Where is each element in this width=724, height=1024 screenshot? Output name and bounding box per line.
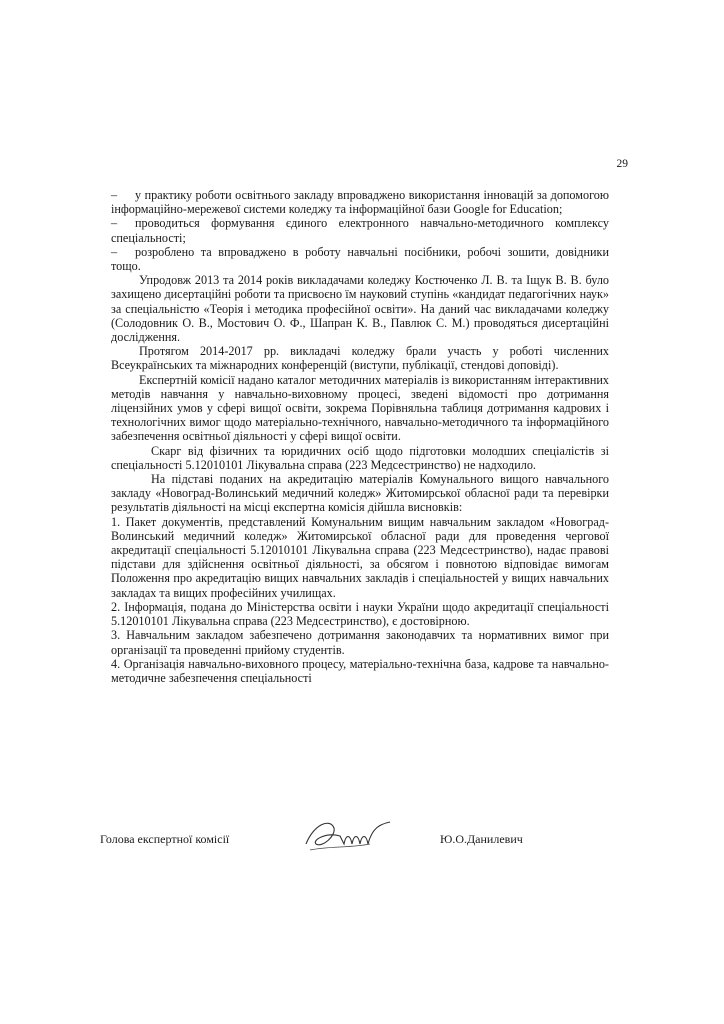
dash-marker: – [111, 216, 118, 231]
bullet-item: – у практику роботи освітнього закладу впроваджено використання інновацій за допомогою інформаційно-мережевої системи коледжу та інформаційної бази Google for Education; [111, 188, 609, 217]
handwritten-signature [300, 814, 396, 858]
paragraph-conclusions-intro: На підставі поданих на акредитацію матеріалів Комунального вищого навчального закладу «Новоград-Волинський медичний коледж» Житомирської обласної ради та перевірки результатів діяльності на місці експертна комісія дійшла висновків: [111, 472, 609, 515]
conclusion-item: 4. Організація навчально-виховного процесу, матеріально-технічна база, кадрове та навчально-методичне забезпечення спеціальності [111, 656, 609, 685]
paragraph-catalog: Експертній комісії надано каталог методичних матеріалів із використанням інтерактивних методів навчання у навчально-виховному процесі, зведені відомості про дотримання ліцензійних умов у сфері вищої освіти, зокрема Порівняльна таблиця дотримання кадрових і технологічних вимог щодо матеріально-технічного, навчально-методичного та інформаційного забезпечення освітньої діяльності у сфері вищої освіти. [111, 372, 609, 444]
paragraph-conferences: Протягом 2014-2017 рр. викладачі коледжу брали участь у роботі численних Всеукраїнських та міжнародних конференцій (виступи, публікації, стендові доповіді). [111, 344, 609, 373]
conclusion-item: 2. Інформація, подана до Міністерства освіти і науки України щодо акредитації спеціальності 5.12010101 Лікувальна справа (223 Медсестринство), є достовірною. [111, 599, 609, 629]
document-body [111, 188, 609, 685]
commission-head-name: Ю.О.Данилевич [440, 832, 523, 846]
document-page [100, 148, 628, 868]
page-number: 29 [616, 158, 628, 170]
conclusion-item: 3. Навчальним закладом забезпечено дотримання законодавчих та нормативних вимог при організації та проведенні прийому студентів. [111, 628, 609, 657]
signature-footer [100, 828, 628, 868]
dash-marker: – [111, 244, 118, 259]
paragraph-complaints: Скарг від фізичних та юридичних осіб щодо підготовки молодших спеціалістів зі спеціальності 5.12010101 Лікувальна справа (223 Медсестринство) не надходило. [111, 443, 609, 472]
commission-head-title: Голова експертної комісії [100, 832, 230, 846]
bullet-item: – проводиться формування єдиного електронного навчально-методичного комплексу спеціальності; [111, 216, 609, 245]
dash-marker: – [111, 188, 118, 202]
paragraph-dissertations: Упродовж 2013 та 2014 років викладачами коледжу Костюченко Л. В. та Іщук В. В. було захищено дисертаційні роботи та присвоєно їм науковий ступінь «кандидат педагогічних наук» за спеціальністю «Теорія і методика професійної освіти». На даний час викладачами коледжу (Солодовник О. В., Мостович О. Ф., Шапран К. В., Павлюк С. М.) проводяться дисертаційні дослідження. [111, 273, 609, 345]
bullet-item: – розроблено та впроваджено в роботу навчальні посібники, робочі зошити, довідники тощо. [111, 244, 609, 274]
conclusion-item: 1. Пакет документів, представлений Комунальним вищим навчальним закладом «Новоград-Волинський медичний коледж» Житомирської обласної ради для проведення чергової акредитації спеціальності 5.12010101 Лікувальна справа (223 Медсестринство), надає правові підстави для здійснення освітньої діяльності, за обсягом і повнотою відповідає вимогам Положення про акредитацію вищих навчальних закладів і спеціальностей у вищих навчальних закладах та вищих професійних училищах. [111, 514, 609, 600]
